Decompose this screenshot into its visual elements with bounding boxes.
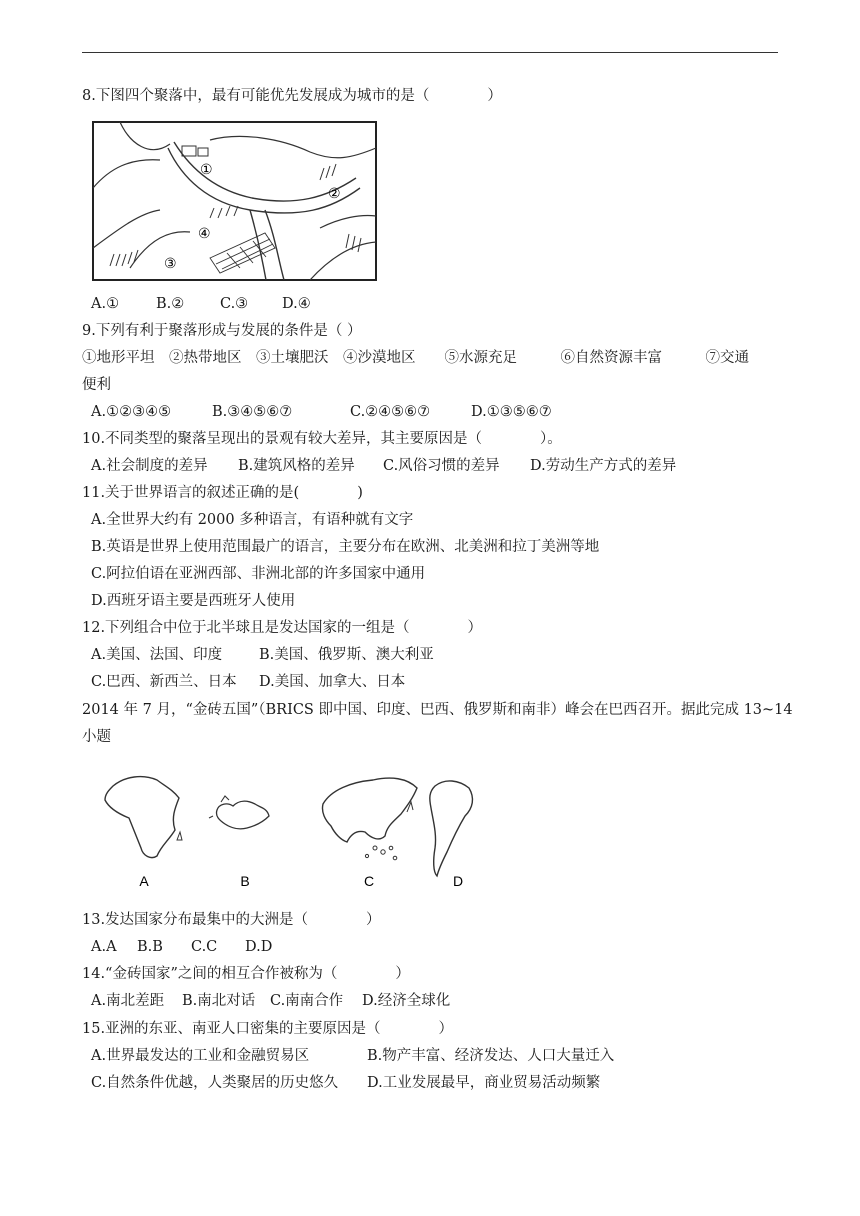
settlement-mark-4: ④ (198, 226, 211, 242)
q12-option-a: A.美国、法国、印度 (91, 647, 223, 663)
q8-option-c: C.③ (220, 296, 249, 312)
intro-text: 2014 年 7 月，“金砖五国”（BRICS 即中国、印度、巴西、俄罗斯和南非）峰会在巴西召开。据此完成 13~14 (82, 702, 793, 718)
q9-options (91, 402, 552, 422)
q11-option-b: B.英语是世界上使用范围最广的语言，主要分布在欧洲、北美洲和拉丁美洲等地 (91, 539, 600, 555)
q10-option-b: B.建筑风格的差异 (238, 458, 355, 474)
settlement-map-drawing (90, 118, 380, 284)
q14-option-c: C.南南合作 (270, 993, 344, 1009)
q12-options-row1 (91, 645, 434, 665)
q12-stem: 12.下列组合中位于北半球且是发达国家的一组是（ ） (82, 620, 483, 636)
q9-option-a: A.①②③④⑤ (91, 404, 172, 420)
q10-option-c: C.风俗习惯的差异 (383, 458, 500, 474)
q10-stem: 10.不同类型的聚落呈现出的景观有较大差异，其主要原因是（ ）。 (82, 431, 562, 447)
continents-drawing (95, 764, 495, 894)
continent-label-b: B (240, 873, 250, 889)
q10-option-a: A.社会制度的差异 (91, 458, 208, 474)
q15-option-b: B.物产丰富、经济发达、人口大量迁入 (367, 1048, 615, 1064)
q11-option-d: D.西班牙语主要是西班牙人使用 (91, 593, 296, 609)
q13-stem: 13.发达国家分布最集中的大洲是（ ） (82, 912, 381, 928)
q13-options (91, 937, 272, 957)
continents-figure (95, 764, 495, 894)
q13-option-a: A.A (91, 939, 117, 955)
q8-options (91, 294, 311, 314)
q8-option-d: D.④ (282, 296, 311, 312)
q13-option-b: B.B (137, 939, 163, 955)
q11-option-a: A.全世界大约有 2000 多种语言，有语种就有文字 (91, 512, 414, 528)
q15-options-row2 (91, 1073, 600, 1093)
continent-label-d: D (452, 873, 464, 889)
settlement-mark-2: ② (328, 186, 341, 202)
q8-stem: 8.下图四个聚落中，最有可能优先发展成为城市的是（ ） (82, 88, 502, 104)
q8-option-a: A.① (91, 296, 120, 312)
q15-option-c: C.自然条件优越，人类聚居的历史悠久 (91, 1075, 339, 1091)
q9-stem: 9.下列有利于聚落形成与发展的条件是（ ） (82, 323, 362, 339)
q14-option-d: D.经济全球化 (362, 993, 451, 1009)
q13-option-c: C.C (191, 939, 218, 955)
q14-options (91, 991, 450, 1011)
q15-stem: 15.亚洲的东亚、南亚人口密集的主要原因是（ ） (82, 1021, 454, 1037)
continent-label-a: A (139, 873, 149, 889)
q13-option-d: D.D (245, 939, 273, 955)
q11-option-c: C.阿拉伯语在亚洲西部、非洲北部的许多国家中通用 (91, 566, 426, 582)
q14-option-a: A.南北差距 (91, 993, 165, 1009)
q9-conditions-cont: 便利 (82, 377, 111, 393)
continent-label-c: C (363, 873, 375, 889)
q9-conditions: ①地形平坦 ②热带地区 ③土壤肥沃 ④沙漠地区 ⑤水源充足 ⑥自然资源丰富 ⑦交通 (82, 350, 749, 366)
q8-option-b: B.② (156, 296, 185, 312)
q9-option-b: B.③④⑤⑥⑦ (212, 404, 293, 420)
q15-option-a: A.世界最发达的工业和金融贸易区 (91, 1048, 310, 1064)
q9-option-d: D.①③⑤⑥⑦ (471, 404, 552, 420)
settlement-mark-3: ③ (164, 256, 177, 272)
q14-option-b: B.南北对话 (182, 993, 256, 1009)
intro-text-cont: 小题 (82, 729, 111, 745)
q15-options-row1 (91, 1046, 614, 1066)
settlement-mark-1: ① (200, 162, 213, 178)
q12-option-d: D.美国、加拿大、日本 (259, 674, 406, 690)
q10-option-d: D.劳动生产方式的差异 (530, 458, 677, 474)
q12-options-row2 (91, 672, 405, 692)
header-rule (82, 52, 778, 53)
q12-option-b: B.美国、俄罗斯、澳大利亚 (259, 647, 434, 663)
q14-stem: 14.“金砖国家”之间的相互合作被称为（ ） (82, 966, 410, 982)
settlement-map (90, 118, 380, 284)
q10-options (91, 456, 676, 476)
q11-stem: 11.关于世界语言的叙述正确的是( ) (82, 485, 363, 501)
q9-option-c: C.②④⑤⑥⑦ (350, 404, 431, 420)
q15-option-d: D.工业发展最早，商业贸易活动频繁 (367, 1075, 601, 1091)
q12-option-c: C.巴西、新西兰、日本 (91, 674, 237, 690)
